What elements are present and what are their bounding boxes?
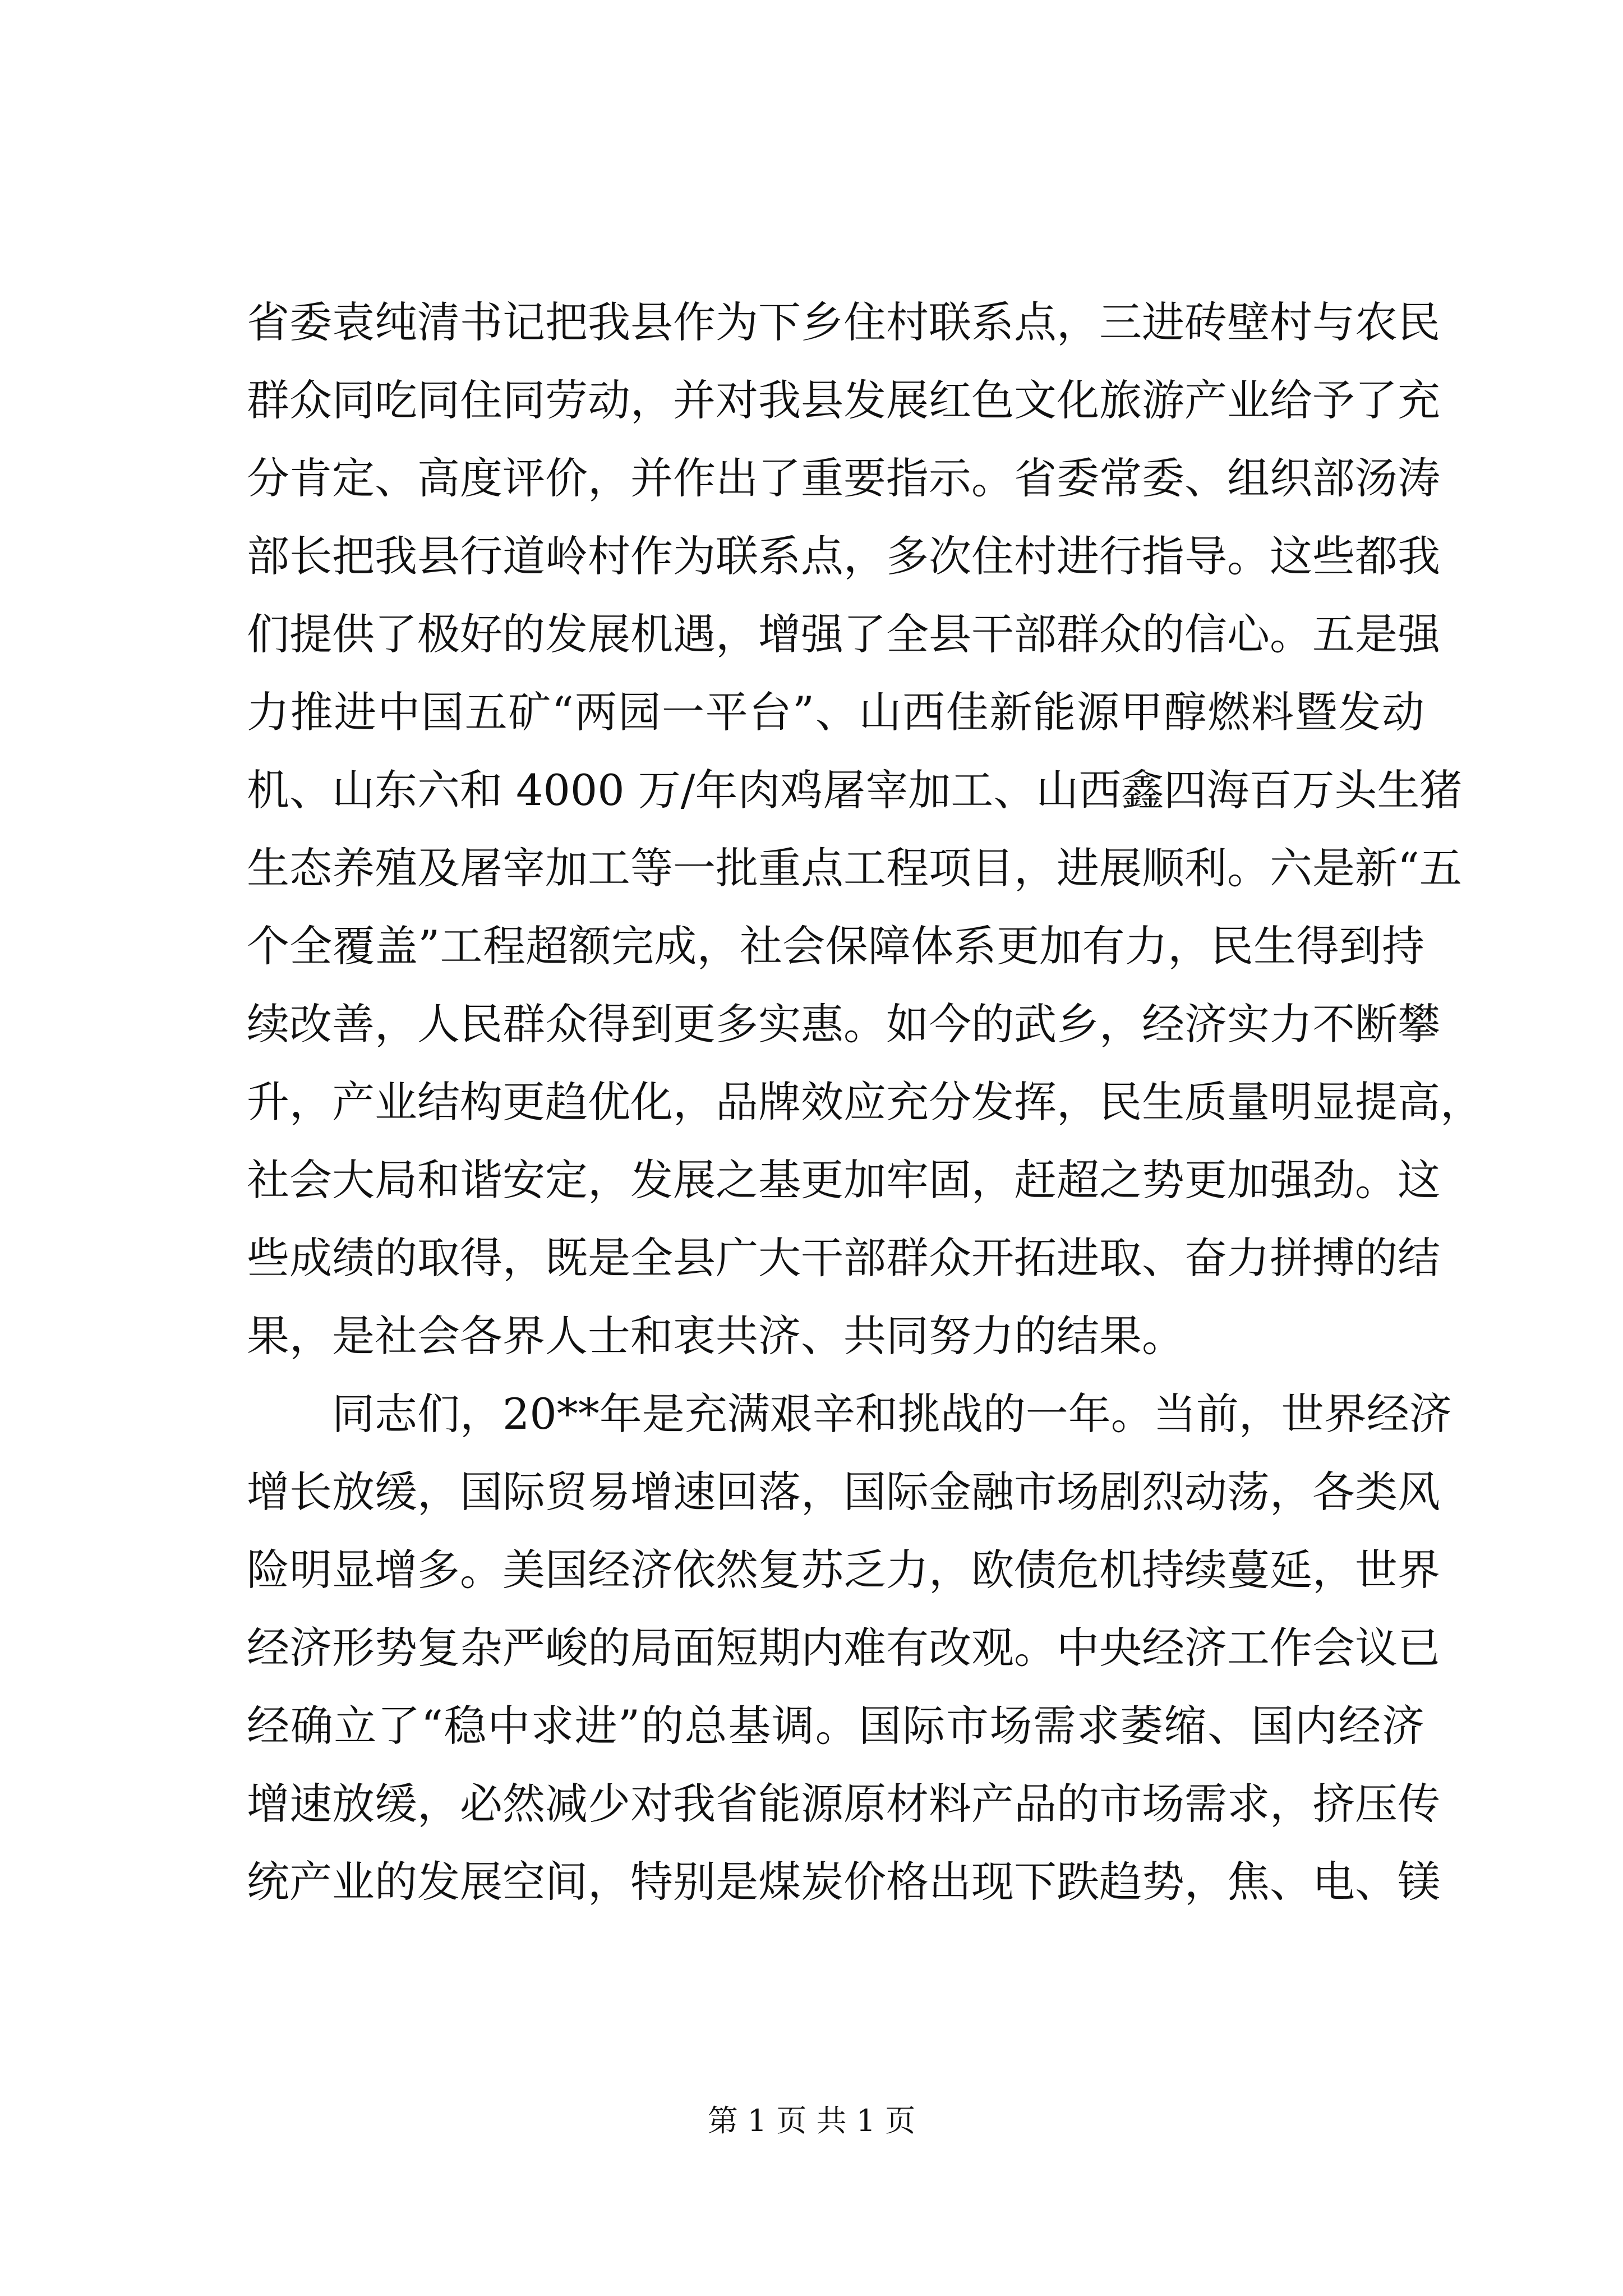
text-line: 个全覆盖”工程超额完成，社会保障体系更加有力，民生得到持 <box>247 921 1424 971</box>
document-body <box>247 283 1483 1921</box>
text-line: 群众同吃同住同劳动，并对我县发展红色文化旅游产业给予了充 <box>247 375 1440 425</box>
text-line: 险明显增多。美国经济依然复苏乏力，欧债危机持续蔓延，世界 <box>247 1545 1440 1595</box>
text-line: 增长放缓，国际贸易增速回落，国际金融市场剧烈动荡，各类风 <box>247 1467 1440 1517</box>
text-line: 分肯定、高度评价，并作出了重要指示。省委常委、组织部汤涛 <box>247 453 1440 503</box>
text-line: 增速放缓，必然减少对我省能源原材料产品的市场需求，挤压传 <box>247 1779 1440 1829</box>
text-line: 同志们，20**年是充满艰辛和挑战的一年。当前，世界经济 <box>247 1389 1452 1439</box>
text-line: 续改善，人民群众得到更多实惠。如今的武乡，经济实力不断攀 <box>247 999 1440 1049</box>
text-line: 生态养殖及屠宰加工等一批重点工程项目，进展顺利。六是新“五 <box>247 843 1462 893</box>
text-line: 省委袁纯清书记把我县作为下乡住村联系点，三进砖壁村与农民 <box>247 297 1440 347</box>
text-line: 统产业的发展空间，特别是煤炭价格出现下跌趋势，焦、电、镁 <box>247 1857 1440 1907</box>
text-line: 果，是社会各界人士和衷共济、共同努力的结果。 <box>247 1311 1184 1361</box>
text-line: 升，产业结构更趋优化，品牌效应充分发挥，民生质量明显提高， <box>247 1077 1483 1127</box>
text-line: 力推进中国五矿“两园一平台”、山西佳新能源甲醇燃料暨发动 <box>247 687 1424 737</box>
page-footer: 第 1 页 共 1 页 <box>707 2103 916 2138</box>
text-line: 经确立了“稳中求进”的总基调。国际市场需求萎缩、国内经济 <box>247 1701 1424 1751</box>
text-line: 部长把我县行道岭村作为联系点，多次住村进行指导。这些都我 <box>247 531 1440 581</box>
text-line: 社会大局和谐安定，发展之基更加牢固，赶超之势更加强劲。这 <box>247 1155 1440 1205</box>
text-line: 们提供了极好的发展机遇，增强了全县干部群众的信心。五是强 <box>247 609 1440 659</box>
text-line: 机、山东六和 4000 万/年肉鸡屠宰加工、山西鑫四海百万头生猪 <box>247 765 1463 815</box>
text-line: 经济形势复杂严峻的局面短期内难有改观。中央经济工作会议已 <box>247 1623 1440 1673</box>
text-line: 些成绩的取得，既是全县广大干部群众开拓进取、奋力拼搏的结 <box>247 1233 1440 1283</box>
